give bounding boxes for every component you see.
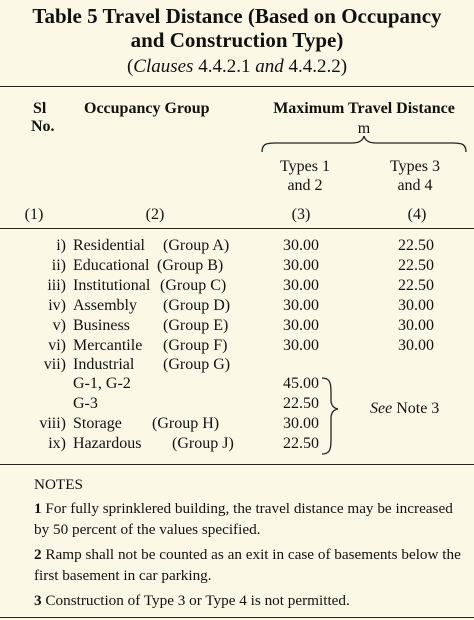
row-types-1-2: 22.50: [283, 435, 319, 452]
row-group: (Group J): [172, 435, 234, 452]
row-occupancy: Assembly: [73, 297, 137, 314]
row-sl-no: ii): [51, 257, 66, 274]
body-rule: [0, 464, 474, 465]
clauses-word: Clauses: [133, 56, 194, 77]
clause-ref-2: 4.4.2.2): [283, 56, 348, 77]
row-group: (Group B): [157, 257, 224, 274]
row-sl-no: vii): [43, 356, 66, 373]
notes-heading: NOTES: [34, 476, 83, 493]
bottom-rule: [0, 617, 474, 618]
header-types-3-4-line-1: Types 3: [390, 158, 440, 175]
row-types-3-4: 30.00: [398, 297, 434, 314]
table-row: [0, 374, 474, 394]
clauses-and: and: [255, 56, 284, 77]
table-title-line-1: Table 5 Travel Distance (Based on Occupancy: [32, 4, 442, 28]
row-group: (Group H): [152, 415, 220, 432]
table-row: [0, 256, 474, 276]
header-types-1-2-line-1: Types 1: [280, 158, 330, 175]
row-occupancy: Hazardous: [73, 435, 142, 452]
header-max-travel-distance: Maximum Travel Distance: [273, 100, 455, 117]
row-occupancy: Industrial: [73, 356, 135, 373]
header-brace: [262, 136, 466, 152]
table-title-line-2: and Construction Type): [130, 28, 344, 52]
row-types-3-4: 22.50: [398, 237, 434, 254]
row-types-1-2: 22.50: [283, 395, 319, 412]
row-types-1-2: 45.00: [283, 375, 319, 392]
header-occupancy-group: Occupancy Group: [84, 100, 210, 117]
table-row: [0, 296, 474, 316]
row-types-1-2: 30.00: [283, 297, 319, 314]
row-types-1-2: 30.00: [283, 317, 319, 334]
row-types-1-2: 30.00: [283, 237, 319, 254]
row-types-3-4: 30.00: [398, 337, 434, 354]
row-group: (Group E): [163, 317, 229, 334]
row-sl-no: v): [52, 317, 66, 334]
row-sl-no: iv): [48, 297, 66, 314]
header-sl-line-2: No.: [31, 118, 55, 135]
note-text: For fully sprinklered building, the travel distance may be increased by 50 percent of the values specified.: [34, 500, 453, 538]
note-number: 1: [34, 500, 42, 517]
row-group: (Group C): [160, 277, 227, 294]
row-sl-no: ix): [48, 435, 66, 452]
row-occupancy: Educational: [73, 257, 150, 274]
row-group: (Group F): [163, 337, 228, 354]
note-item: [34, 544, 466, 586]
column-number-2: (2): [145, 206, 165, 223]
see-note-3: [370, 399, 439, 419]
row-types-1-2: 30.00: [283, 337, 319, 354]
table-row: [0, 336, 474, 356]
row-occupancy: Storage: [73, 415, 122, 432]
table-row: [0, 434, 474, 454]
row-occupancy: Business: [73, 317, 130, 334]
row-occupancy: Mercantile: [73, 337, 143, 354]
row-occupancy: G-3: [73, 395, 98, 412]
row-group: (Group A): [163, 237, 230, 254]
row-types-1-2: 30.00: [283, 277, 319, 294]
clauses-open-paren: (: [126, 56, 134, 77]
column-number-3: (3): [291, 206, 311, 223]
header-sl-line-1: Sl: [33, 100, 47, 117]
column-number-4: (4): [407, 206, 427, 223]
row-types-3-4: 22.50: [398, 257, 434, 274]
note-number: 3: [34, 592, 42, 609]
row-types-1-2: 30.00: [283, 257, 319, 274]
row-types-1-2: 30.00: [283, 415, 319, 432]
see-word: See: [370, 400, 393, 417]
row-group: (Group D): [163, 297, 231, 314]
note-text: Ramp shall not be counted as an exit in case of basements below the first basement in car parking.: [34, 546, 461, 584]
table-row: [0, 355, 474, 375]
row-types-3-4: 22.50: [398, 277, 434, 294]
note-number: 2: [34, 546, 42, 563]
clause-ref-1: 4.4.2.1: [193, 56, 256, 77]
header-types-3-4-line-2: and 4: [397, 177, 433, 194]
row-types-3-4: 30.00: [398, 317, 434, 334]
row-occupancy: G-1, G-2: [73, 375, 131, 392]
row-occupancy: Institutional: [73, 277, 151, 294]
header-rule: [0, 228, 474, 229]
note-item: [34, 590, 466, 611]
header-unit: m: [357, 120, 371, 137]
header-types-1-2-line-2: and 2: [287, 177, 323, 194]
table-row: [0, 316, 474, 336]
column-number-1: (1): [24, 206, 44, 223]
table-row: [0, 276, 474, 296]
note-ref: Note 3: [392, 400, 440, 417]
row-sl-no: i): [56, 237, 66, 254]
row-sl-no: viii): [39, 415, 66, 432]
row-sl-no: iii): [47, 277, 66, 294]
row-sl-no: vi): [48, 337, 66, 354]
table-row: [0, 236, 474, 256]
row-group: (Group G): [163, 356, 231, 373]
note-item: [34, 498, 466, 540]
row-occupancy: Residential: [73, 237, 145, 254]
note-text: Construction of Type 3 or Type 4 is not permitted.: [41, 592, 350, 609]
